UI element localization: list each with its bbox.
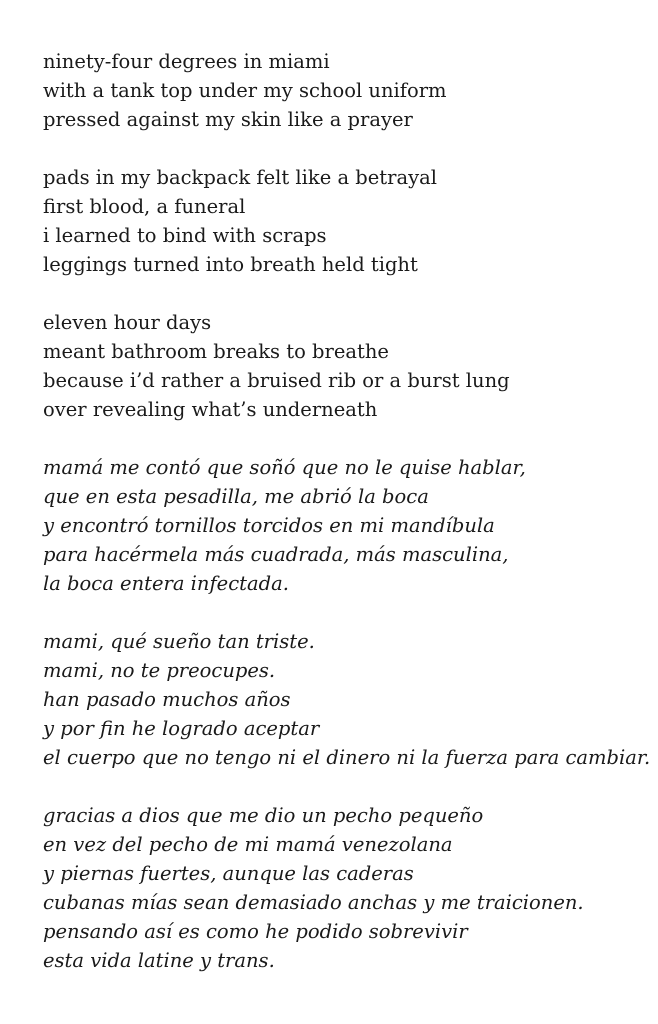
poem-line: pensando así es como he podido sobrevivir [43, 920, 468, 943]
stanza-5 [43, 627, 651, 772]
poem-line: y piernas fuertes, aunque las caderas [43, 862, 414, 885]
poem-line: with a tank top under my school uniform [43, 79, 447, 102]
poem-line: ninety-four degrees in miami [43, 50, 330, 73]
poem-line: gracias a dios que me dio un pecho pequeño [43, 804, 484, 827]
poem-line: over revealing what’s underneath [43, 398, 378, 421]
poem-line: han pasado muchos años [43, 688, 291, 711]
poem-line: en vez del pecho de mi mamá venezolana [43, 833, 453, 856]
poem-line: que en esta pesadilla, me abrió la boca [43, 485, 429, 508]
poem-line: para hacérmela más cuadrada, más masculina, [43, 543, 509, 566]
poem-line: because i’d rather a bruised rib or a burst lung [43, 369, 510, 392]
poem [43, 47, 651, 1004]
poem-line: i learned to bind with scraps [43, 224, 327, 247]
poem-line: pads in my backpack felt like a betrayal [43, 166, 437, 189]
stanza-1 [43, 47, 643, 134]
stanza-2 [43, 163, 643, 279]
stanza-3 [43, 308, 643, 424]
poem-line: meant bathroom breaks to breathe [43, 340, 389, 363]
stanza-6 [43, 801, 643, 975]
poem-line: eleven hour days [43, 311, 212, 334]
poem-line: y por fin he logrado aceptar [43, 717, 320, 740]
poem-line: y encontró tornillos torcidos en mi mandíbula [43, 514, 495, 537]
poem-line: leggings turned into breath held tight [43, 253, 418, 276]
poem-line: la boca entera infectada. [43, 572, 289, 595]
poem-line: mamá me contó que soñó que no le quise hablar, [43, 456, 526, 479]
poem-line: esta vida latine y trans. [43, 949, 275, 972]
poem-line: mami, qué sueño tan triste. [43, 630, 315, 653]
poem-line: pressed against my skin like a prayer [43, 108, 413, 131]
poem-line: el cuerpo que no tengo ni el dinero ni la fuerza para cambiar. [43, 746, 651, 769]
stanza-4 [43, 453, 643, 598]
poem-line: cubanas mías sean demasiado anchas y me traicionen. [43, 891, 584, 914]
poem-line: first blood, a funeral [43, 195, 246, 218]
poem-line: mami, no te preocupes. [43, 659, 276, 682]
